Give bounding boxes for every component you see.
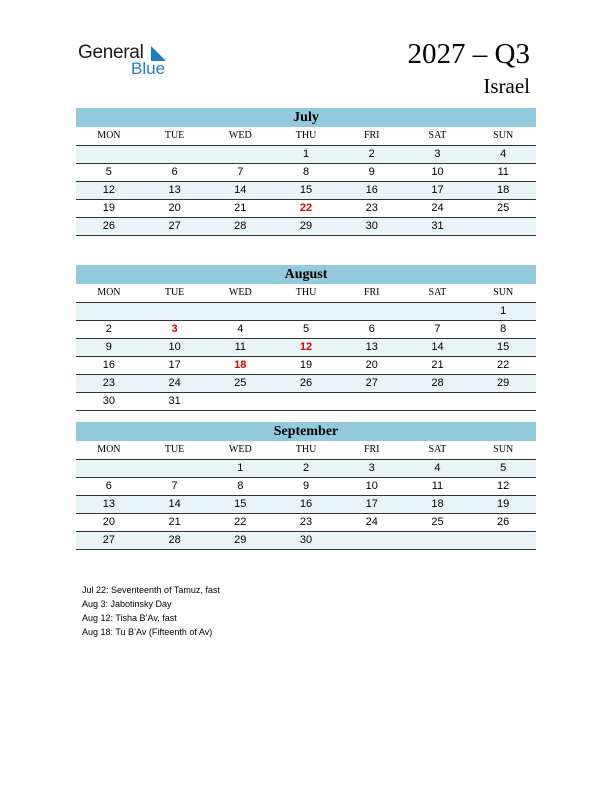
day-cell: [76, 146, 142, 163]
day-cell: 17: [168, 359, 181, 371]
week-row: [76, 146, 536, 164]
day-cell: 7: [171, 480, 178, 492]
day-cell: 4: [434, 462, 441, 474]
weekday-label: TUE: [164, 130, 185, 141]
day-cell: 21: [431, 359, 444, 371]
week-row: [76, 357, 536, 375]
day-cell: 18: [431, 498, 444, 510]
month-august: [76, 265, 536, 411]
day-cell: 2: [368, 148, 375, 160]
day-cell: 15: [234, 498, 247, 510]
weekday-label: MON: [97, 444, 121, 455]
day-cell: 4: [500, 148, 507, 160]
weekday-label: THU: [295, 287, 317, 298]
day-cell: 9: [302, 480, 310, 492]
day-cell: 10: [431, 166, 444, 178]
day-cell: [207, 393, 273, 410]
day-cell: [273, 303, 339, 320]
day-cell: 11: [431, 480, 444, 492]
week-row: [76, 393, 536, 411]
day-cell: 30: [299, 534, 313, 546]
day-cell: 12: [497, 480, 510, 492]
day-cell: 8: [302, 166, 310, 178]
week-row: [76, 532, 536, 550]
day-cell: 28: [431, 377, 444, 389]
day-cell: [142, 146, 208, 163]
day-cell: 21: [168, 516, 181, 528]
day-cell: 25: [234, 377, 247, 389]
day-cell: 19: [299, 359, 313, 371]
day-cell: 6: [368, 323, 375, 335]
weekday-label: THU: [295, 130, 317, 141]
week-row: [76, 496, 536, 514]
day-cell: 12: [102, 184, 115, 196]
day-cell: 26: [102, 220, 115, 232]
weekday-label: WED: [228, 444, 252, 455]
day-cell: 21: [234, 202, 247, 214]
day-cell: 27: [365, 377, 378, 389]
holiday-note: Aug 18: Tu B’Av (Fifteenth of Av): [82, 627, 213, 637]
day-cell: 10: [168, 341, 181, 353]
week-row: [76, 164, 536, 182]
day-cell: 22: [497, 359, 510, 371]
day-cell: 5: [500, 462, 507, 474]
day-cell: [76, 303, 142, 320]
day-cell: 20: [168, 202, 181, 214]
day-cell: 24: [168, 377, 181, 389]
weekday-label: SAT: [428, 444, 447, 455]
day-cell: 18: [497, 184, 510, 196]
day-cell: 27: [168, 220, 181, 232]
day-cell: [470, 532, 536, 549]
day-cell: 31: [431, 220, 444, 232]
weekday-label: WED: [228, 130, 252, 141]
weekday-header-row: [76, 127, 536, 146]
day-cell: [142, 303, 208, 320]
day-cell: [339, 532, 405, 549]
country-name: Israel: [483, 74, 530, 98]
week-row: [76, 478, 536, 496]
day-cell: [405, 393, 471, 410]
day-cell: [339, 303, 405, 320]
day-cell: 23: [299, 516, 313, 528]
day-cell: 4: [237, 323, 244, 335]
weekday-header-row: [76, 284, 536, 303]
week-row: [76, 321, 536, 339]
day-cell: 20: [102, 516, 115, 528]
weekday-label: SUN: [493, 130, 514, 141]
day-cell: 14: [234, 184, 247, 196]
day-cell: 17: [365, 498, 378, 510]
day-cell: 17: [431, 184, 444, 196]
day-cell: 6: [105, 480, 112, 492]
day-cell: 27: [102, 534, 115, 546]
week-row: [76, 339, 536, 357]
day-cell: 25: [497, 202, 510, 214]
holiday-note: Aug 3: Jabotinsky Day: [82, 599, 172, 609]
day-cell: 8: [237, 480, 244, 492]
day-cell: 5: [302, 323, 310, 335]
holiday-day-cell: 12: [299, 341, 313, 353]
day-cell: 28: [168, 534, 181, 546]
day-cell: 29: [299, 220, 313, 232]
day-cell: 16: [365, 184, 378, 196]
day-cell: 3: [368, 462, 375, 474]
weekday-label: FRI: [363, 444, 380, 455]
day-cell: 7: [237, 166, 244, 178]
day-cell: 19: [497, 498, 510, 510]
day-cell: 29: [497, 377, 510, 389]
day-cell: [405, 303, 471, 320]
page-title: 2027 – Q3: [407, 38, 530, 70]
weekday-label: MON: [97, 130, 121, 141]
day-cell: 16: [102, 359, 115, 371]
month-july: [76, 108, 536, 236]
day-cell: 26: [299, 377, 313, 389]
day-cell: 15: [299, 184, 313, 196]
week-row: [76, 303, 536, 321]
day-cell: 2: [105, 323, 112, 335]
weekday-label: THU: [295, 444, 317, 455]
weekday-label: SAT: [428, 130, 447, 141]
generalblue-logo: [78, 42, 178, 82]
day-cell: 6: [171, 166, 178, 178]
day-cell: 9: [105, 341, 112, 353]
day-cell: 11: [497, 166, 509, 178]
holiday-day-cell: 18: [234, 359, 247, 371]
logo-text-general: General: [78, 42, 144, 63]
holiday-day-cell: 22: [299, 202, 313, 214]
day-cell: 14: [168, 498, 181, 510]
day-cell: 28: [234, 220, 247, 232]
day-cell: 13: [365, 341, 378, 353]
weekday-label: FRI: [363, 130, 380, 141]
week-row: [76, 218, 536, 236]
day-cell: [470, 218, 536, 235]
month-title: August: [76, 265, 536, 284]
weekday-label: SUN: [493, 444, 514, 455]
day-cell: 23: [365, 202, 378, 214]
week-row: [76, 375, 536, 393]
day-cell: 20: [365, 359, 378, 371]
day-cell: [207, 303, 273, 320]
day-cell: 13: [168, 184, 181, 196]
day-cell: 1: [237, 462, 244, 474]
weekday-label: WED: [228, 287, 252, 298]
day-cell: 25: [431, 516, 444, 528]
day-cell: 5: [105, 166, 112, 178]
day-cell: 9: [368, 166, 375, 178]
week-row: [76, 460, 536, 478]
day-cell: [405, 532, 471, 549]
day-cell: 14: [431, 341, 444, 353]
month-september: [76, 422, 536, 550]
month-title: September: [76, 422, 536, 441]
day-cell: 7: [434, 323, 441, 335]
week-row: [76, 200, 536, 218]
holiday-day-cell: 3: [171, 323, 178, 335]
week-row: [76, 514, 536, 532]
weekday-label: MON: [97, 287, 121, 298]
day-cell: 15: [497, 341, 510, 353]
day-cell: 24: [431, 202, 444, 214]
weekday-header-row: [76, 441, 536, 460]
day-cell: 2: [302, 462, 310, 474]
weekday-label: SAT: [428, 287, 447, 298]
week-row: [76, 182, 536, 200]
holiday-notes: [82, 583, 220, 639]
weekday-label: TUE: [164, 287, 185, 298]
weekday-label: FRI: [363, 287, 380, 298]
day-cell: [339, 393, 405, 410]
day-cell: 1: [500, 305, 507, 317]
day-cell: 3: [434, 148, 441, 160]
day-cell: [470, 393, 536, 410]
day-cell: [207, 146, 273, 163]
day-cell: 29: [234, 534, 247, 546]
logo-text-blue: Blue: [131, 59, 166, 78]
day-cell: 30: [365, 220, 378, 232]
day-cell: [76, 460, 142, 477]
day-cell: 10: [365, 480, 378, 492]
day-cell: [273, 393, 339, 410]
day-cell: 31: [168, 395, 181, 407]
day-cell: 23: [102, 377, 115, 389]
holiday-note: Jul 22: Seventeenth of Tamuz, fast: [82, 585, 220, 595]
day-cell: [142, 460, 208, 477]
day-cell: 1: [302, 148, 310, 160]
holiday-note: Aug 12: Tisha B’Av, fast: [82, 613, 177, 623]
day-cell: 30: [102, 395, 115, 407]
weekday-label: SUN: [493, 287, 514, 298]
day-cell: 19: [102, 202, 115, 214]
month-title: July: [76, 108, 536, 127]
day-cell: 11: [234, 341, 246, 353]
day-cell: 16: [299, 498, 313, 510]
day-cell: 13: [102, 498, 115, 510]
weekday-label: TUE: [164, 444, 185, 455]
day-cell: 26: [497, 516, 510, 528]
day-cell: 24: [365, 516, 378, 528]
day-cell: 8: [500, 323, 507, 335]
day-cell: 22: [234, 516, 247, 528]
